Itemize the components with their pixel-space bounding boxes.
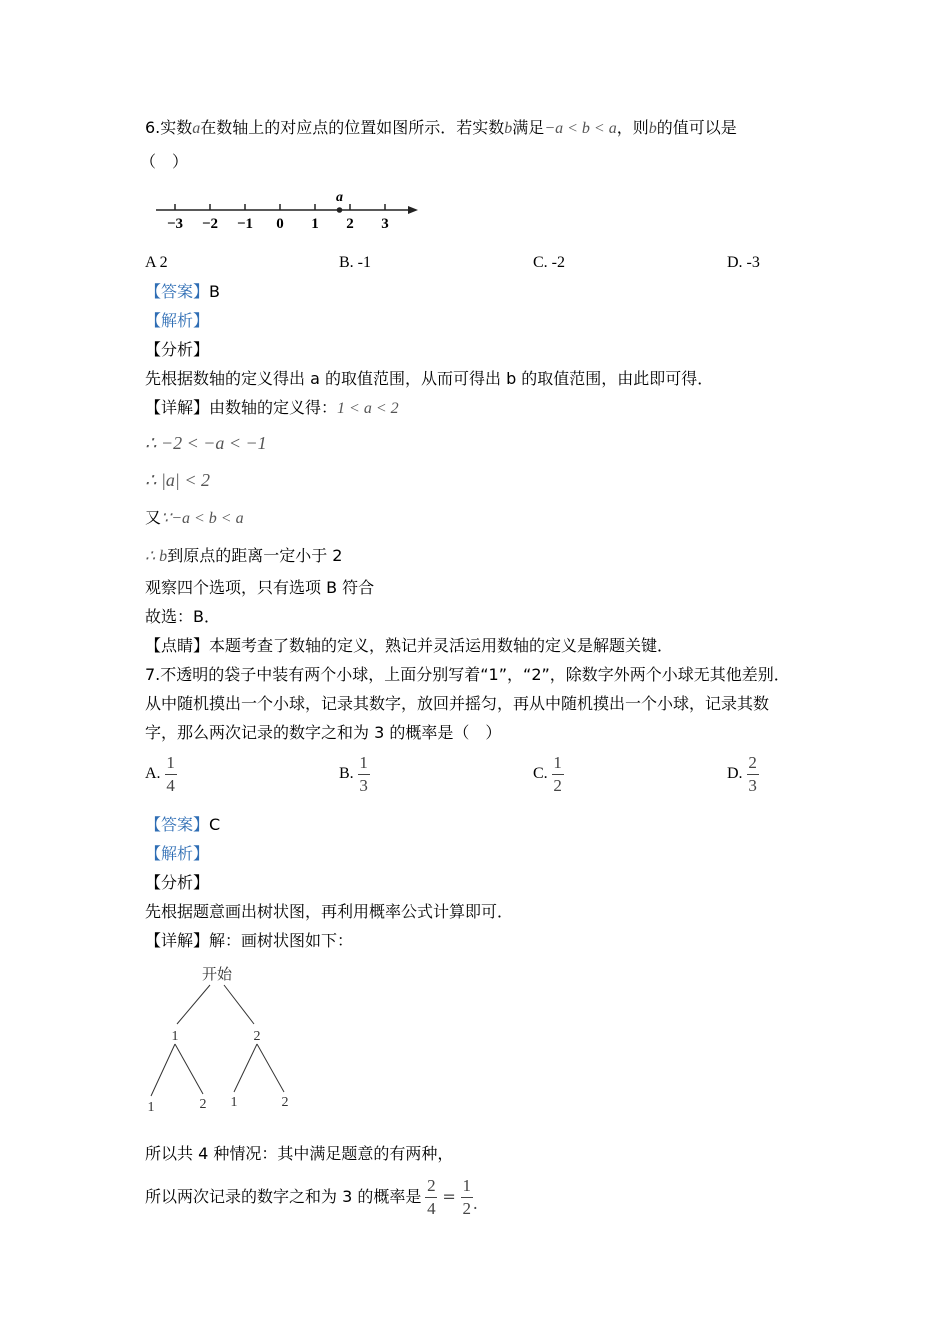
a6-line5: 观察四个选项，只有选项 B 符合: [145, 578, 375, 597]
q6-option-d: D. -3: [727, 254, 760, 271]
q7-option-a: A. $\frac{1}{4}$: [145, 753, 175, 795]
a7-detail: 【详解】解：画树状图如下：: [145, 931, 354, 950]
a6-line4: ∴ b到原点的距离一定小于 2: [145, 546, 343, 565]
tree-l2-3: 1: [230, 1095, 238, 1110]
a7-conclusion2: 所以两次记录的数字之和为 3 的概率是 $\frac{2}{4}$ = $\frac{1}{2}$ .: [145, 1175, 478, 1218]
q7-option-c: C. $\frac{1}{2}$: [533, 753, 562, 795]
number-line-tick-label: 2: [346, 216, 354, 232]
number-line-tick-label: −3: [166, 216, 184, 232]
number-line-point-a: [337, 207, 343, 213]
a7-answer: 【答案】C: [145, 815, 221, 834]
a7-fenxi: 先根据题意画出树状图，再利用概率公式计算即可．: [145, 902, 514, 921]
q7-line3: 字，那么两次记录的数字之和为 3 的概率是（ ）: [145, 723, 502, 742]
tree-l2-4: 2: [281, 1095, 289, 1110]
a6-line1: ∴ −2 < −a < −1: [145, 433, 267, 453]
tree-l2-2: 2: [199, 1097, 207, 1112]
q6-condition: −a < b < a: [544, 120, 617, 137]
q6-number-line: [150, 186, 430, 234]
a6-answer: 【答案】B: [145, 282, 220, 301]
number-line-tick-label: 0: [276, 216, 284, 232]
q7-option-b: B. $\frac{1}{3}$: [339, 753, 368, 795]
number-line-arrow: [408, 206, 418, 214]
q7-line1: 7.不透明的袋子中装有两个小球，上面分别写着“1”，“2”，除数字外两个小球无其他差别．: [145, 665, 790, 684]
q6-option-a: A 2: [145, 254, 168, 271]
q7-option-d: D. $\frac{2}{3}$: [727, 753, 757, 795]
q6-number: 6.: [145, 118, 161, 137]
a6-detail: 【详解】由数轴的定义得：1 < a < 2: [145, 398, 399, 417]
a7-analysis-tag: 【解析】: [145, 844, 210, 863]
a6-line2: ∴ |a| < 2: [145, 470, 210, 490]
a7-conclusion1: 所以共 4 种情况：其中满足题意的有两种，: [145, 1144, 454, 1163]
a6-fenxi: 先根据数轴的定义得出 a 的取值范围，从而可得出 b 的取值范围，由此即可得．: [145, 369, 714, 388]
a7-tree-diagram: [140, 960, 310, 1120]
number-line-tick-label: −2: [201, 216, 219, 232]
tree-l2-1: 1: [147, 1100, 155, 1115]
a7-fenxi-tag: 【分析】: [145, 873, 210, 892]
number-line-point-label: a: [336, 190, 343, 205]
a6-comment: 【点睛】本题考查了数轴的定义，熟记并灵活运用数轴的定义是解题关键．: [145, 636, 674, 655]
q6-stem: 6.实数a在数轴上的对应点的位置如图所示．若实数b满足−a < b < a，则b的值可以是: [145, 118, 737, 137]
a6-analysis-tag: 【解析】: [145, 311, 210, 330]
tree-l1-1: 1: [171, 1029, 179, 1044]
number-line-tick-label: −1: [236, 216, 254, 232]
q6-paren: （ ）: [140, 152, 189, 171]
q7-line2: 从中随机摸出一个小球，记录其数字，放回并摇匀，再从中随机摸出一个小球，记录其数: [145, 694, 770, 713]
number-line-tick-label: 1: [311, 216, 319, 232]
a6-fenxi-tag: 【分析】: [145, 340, 210, 359]
q6-option-c: C. -2: [533, 254, 565, 271]
tree-root: 开始: [201, 967, 233, 983]
a6-line6: 故选：B．: [145, 607, 220, 626]
number-line-tick-label: 3: [381, 216, 389, 232]
a6-line3: 又∵−a < b < a: [145, 508, 244, 527]
q6-option-b: B. -1: [339, 254, 371, 271]
tree-l1-2: 2: [253, 1029, 261, 1044]
